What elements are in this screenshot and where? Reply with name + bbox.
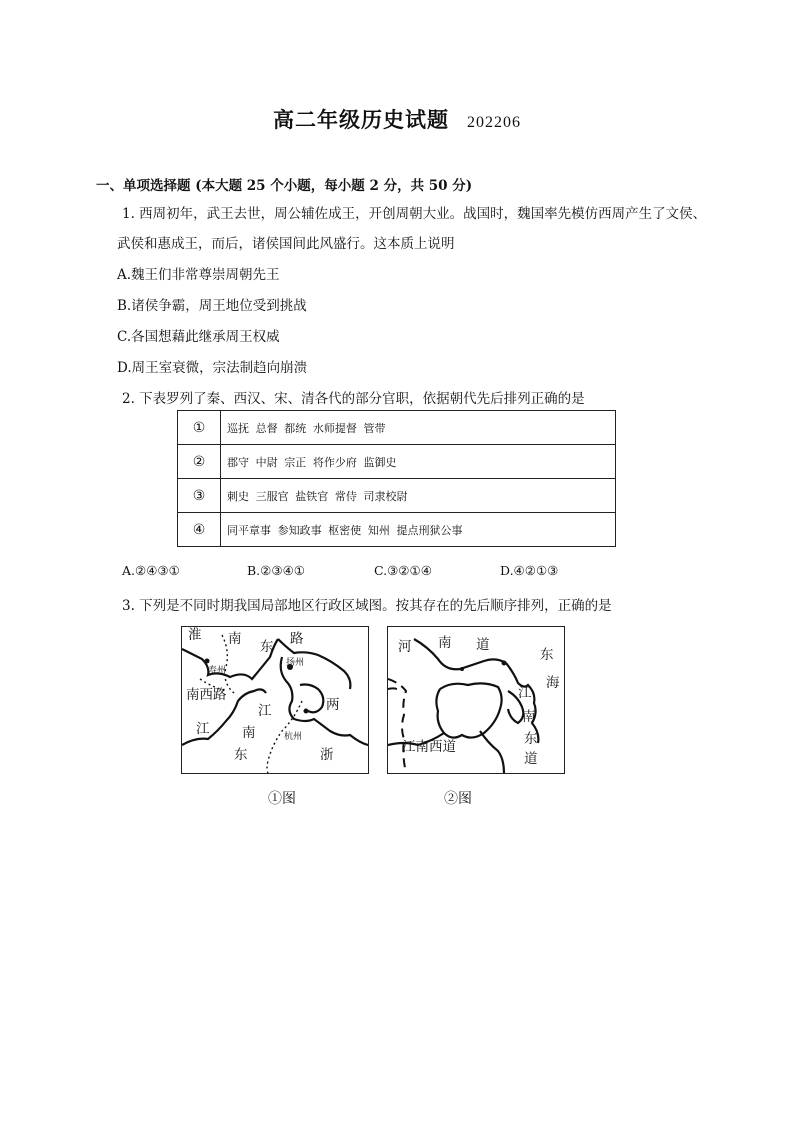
map-1-label: 南 — [228, 631, 242, 647]
section-heading: 一、单项选择题 (本大题 25 个小题，每小题 2 分，共 50 分) — [96, 178, 473, 194]
q2-option-b: B.②③④① — [247, 563, 305, 578]
row-officials: 同平章事 参知政事 枢密使 知州 提点刑狱公事 — [221, 513, 616, 547]
table-row — [178, 479, 616, 513]
q2-option-a: A.②④③① — [122, 563, 180, 578]
map-1-city: 寿州 — [208, 666, 227, 676]
map-2-caption: ②图 — [444, 791, 472, 807]
q2-option-c: C.③②①④ — [374, 563, 432, 578]
row-officials: 郡守 中尉 宗正 将作少府 监御史 — [221, 445, 616, 479]
q1-stem-line2: 武侯和惠成王，而后，诸侯国间此风盛行。这本质上说明 — [117, 236, 455, 252]
page-title — [0, 104, 794, 134]
q1-option-b: B.诸侯争霸，周王地位受到挑战 — [117, 298, 307, 314]
row-officials: 巡抚 总督 都统 水师提督 管带 — [221, 411, 616, 445]
map-2-label: 江南西道 — [402, 739, 456, 755]
title-text: 高二年级历史试题 — [273, 107, 449, 132]
map-2-label: 河 — [398, 639, 412, 655]
map-1-label: 东 — [234, 747, 248, 763]
map-1 — [181, 626, 369, 774]
map-1-label: 江 — [258, 703, 272, 719]
map-1-label: 浙 — [320, 747, 334, 763]
q1-option-a: A.魏王们非常尊崇周朝先王 — [117, 267, 280, 283]
row-number: ④ — [178, 513, 221, 547]
map-2 — [387, 626, 565, 774]
map-2-label: 东 — [524, 731, 538, 747]
table-row — [178, 445, 616, 479]
map-2-label: 南 — [522, 709, 536, 725]
map-1-label: 南 — [242, 725, 256, 741]
map-1-label: 淮 — [188, 627, 202, 643]
table-row — [178, 411, 616, 445]
table-row — [178, 513, 616, 547]
row-number: ① — [178, 411, 221, 445]
map-1-label: 两 — [326, 697, 340, 713]
exam-date: 202206 — [467, 114, 521, 131]
row-officials: 刺史 三服官 盐铁官 常侍 司隶校尉 — [221, 479, 616, 513]
q1-option-c: C.各国想藉此继承周王权威 — [117, 329, 280, 345]
q1-stem-line1: 1. 西周初年，武王去世，周公辅佐成王，开创周朝大业。战国时，魏国率先模仿西周产生了文侯、 — [122, 206, 707, 222]
map-2-label: 道 — [476, 637, 490, 653]
map-2-label: 江 — [518, 685, 532, 701]
q1-option-d: D.周王室衰微，宗法制趋向崩溃 — [117, 360, 308, 376]
map-1-label: 东 — [260, 639, 274, 655]
map-2-label: 东 — [540, 647, 554, 663]
q2-stem: 2. 下表罗列了秦、西汉、宋、清各代的部分官职，依据朝代先后排列正确的是 — [122, 391, 585, 407]
q3-stem: 3. 下列是不同时期我国局部地区行政区域图。按其存在的先后顺序排列，正确的是 — [122, 598, 612, 614]
map-1-caption: ①图 — [268, 791, 296, 807]
row-number: ③ — [178, 479, 221, 513]
map-1-label: 南西路 — [186, 687, 227, 703]
map-1-city: 扬州 — [286, 658, 305, 668]
row-number: ② — [178, 445, 221, 479]
map-1-city: 杭州 — [284, 732, 303, 742]
map-2-label: 南 — [438, 635, 452, 651]
q2-option-d: D.④②①③ — [500, 563, 559, 578]
map-2-label: 道 — [524, 751, 538, 767]
map-1-label: 路 — [290, 631, 304, 647]
map-2-label: 海 — [546, 675, 560, 691]
officials-table — [177, 410, 616, 547]
map-1-label: 江 — [196, 721, 210, 737]
